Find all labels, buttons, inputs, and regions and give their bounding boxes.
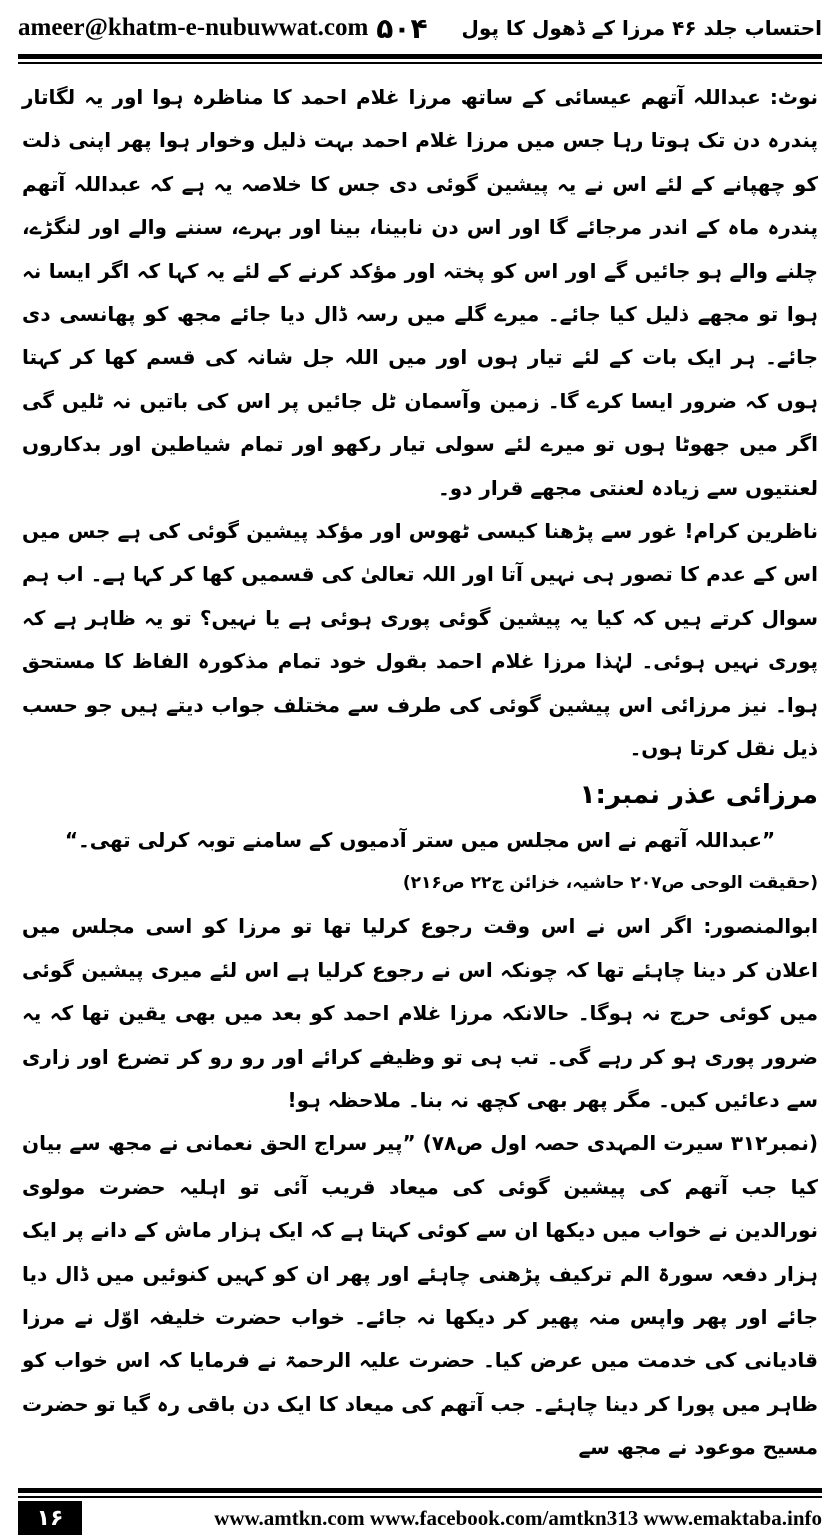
paragraph-response: ابوالمنصور: اگر اس نے اس وقت رجوع کرلیا تھا تو مرزا کو اسی مجلس میں اعلان کر دینا چاہئے تھا کہ چونکہ اس نے رجوع کرلیا ہے اس لئے میری پیشین گوئی میں کوئی حرج نہ ہوگا۔ حالانکہ مرزا غلام احمد کو بعد میں بھی یقین تھا کہ یہ ضرور پوری ہو کر رہے گی۔ تب ہی تو وظیفے کرائے اور رو رو کر تضرع اور زاری سے دعائیں کیں۔ مگر پھر بھی کچھ نہ بنا۔ ملاحظہ ہو! — [22, 914, 818, 1112]
quote: ”عبداللہ آتھم نے اس مجلس میں ستر آدمیوں کے سامنے توبہ کرلی تھی۔“ — [64, 827, 776, 852]
page-number: ۵۰۴ — [376, 11, 428, 45]
header-rule-thin — [18, 62, 822, 64]
header-rule-thick — [18, 54, 822, 59]
footer-rule-thick — [18, 1488, 822, 1493]
paragraph-narration: (نمبر۳۱۲ سیرت المہدی حصہ اول ص۷۸) ”پیر سراج الحق نعمانی نے مجھ سے بیان کیا جب آتھم کی پیشین گوئی کی میعاد قریب آئی تو اہلیہ حضرت مولوی نورالدین نے خواب میں دیکھا ان سے کوئی کہتا ہے کہ ایک ہزار ماش کے دانے پر ایک ہزار دفعہ سورۃ الم ترکیف پڑھنی چاہئے اور پھر ان کو کہیں کنوئیں میں ڈال دیا جائے اور پھر واپس منہ پھیر کر دیکھا نہ جائے۔ خواب حضرت خلیفہ اوّل نے مرزا قادیانی کی خدمت میں عرض کیا۔ حضرت علیہ الرحمۃ نے فرمایا کہ اس خواب کو ظاہر میں پورا کر دینا چاہئے۔ جب آتھم کی میعاد کا ایک دن باقی رہ گیا تو حضرت مسیح موعود نے مجھ سے — [22, 1131, 818, 1460]
running-title: احتساب جلد ۴۶ مرزا کے ڈھول کا پول — [461, 16, 822, 40]
page-footer — [18, 1500, 822, 1536]
header-email[interactable]: ameer@khatm-e-nubuwwat.com — [18, 14, 369, 41]
page-header — [18, 6, 822, 50]
header-left — [18, 12, 428, 45]
footer-rule-thin — [18, 1496, 822, 1498]
footer-links[interactable]: www.amtkn.com www.facebook.com/amtkn313 www.emaktaba.info — [214, 1505, 822, 1530]
page-body — [22, 76, 818, 1460]
reference: (حقیقت الوحی ص۲۰۷ حاشیہ، خزائن ج۲۲ ص۲۱۶) — [402, 872, 818, 893]
paragraph-note: نوٹ: عبداللہ آتھم عیسائی کے ساتھ مرزا غلام احمد کا مناظرہ ہوا اور یہ لگاتار پندرہ دن تک ہوتا رہا جس میں مرزا غلام احمد بہت ذلیل وخوار ہوا پھر اپنی ذلت کو چھپانے کے لئے اس نے یہ پیشین گوئی دی جس کا خلاصہ یہ ہے کہ عبداللہ آتھم پندرہ ماہ کے اندر مرجائے گا اور اس دن نابینا، بینا اور بہرے، سننے والے اور لنگڑے، چلنے والے ہو جائیں گے اور اس کو پختہ اور مؤکد کرنے کے لئے یہ کہا کہ اگر ایسا نہ ہوا تو مجھے ذلیل کیا جائے۔ میرے گلے میں رسہ ڈال دیا جائے مجھ کو پھانسی دی جائے۔ ہر ایک بات کے لئے تیار ہوں اور میں اللہ جل شانہ کی قسم کھا کر کہتا ہوں کہ ضرور ایسا کرے گا۔ زمین وآسمان ٹل جائیں پر اس کی باتیں نہ ٹلیں گی اگر میں جھوٹا ہوں تو میرے لئے سولی تیار رکھو اور تمام شیاطین اور بدکاروں لعنتیوں سے زیادہ لعنتی مجھے قرار دو۔ — [22, 85, 818, 500]
section-heading: مرزائی عذر نمبر:۱ — [579, 779, 818, 810]
paragraph-readers: ناظرین کرام! غور سے پڑھنا کیسی ٹھوس اور مؤکد پیشین گوئی کی ہے جس میں اس کے عدم کا تصور ہی نہیں آتا اور اللہ تعالیٰ کی قسمیں کھا کر کہا ہے۔ اب ہم سوال کرتے ہیں کہ کیا یہ پیشین گوئی پوری ہوئی ہے یا نہیں؟ تو یہ ظاہر ہے کہ پوری نہیں ہوئی۔ لہٰذا مرزا غلام احمد بقول خود تمام مذکورہ الفاظ کا مستحق ہوا۔ نیز مرزائی اس پیشین گوئی کی طرف سے مختلف جواب دیتے ہیں جو حسب ذیل نقل کرتا ہوں۔ — [22, 519, 818, 761]
sheet-number: ۱۶ — [18, 1501, 82, 1535]
